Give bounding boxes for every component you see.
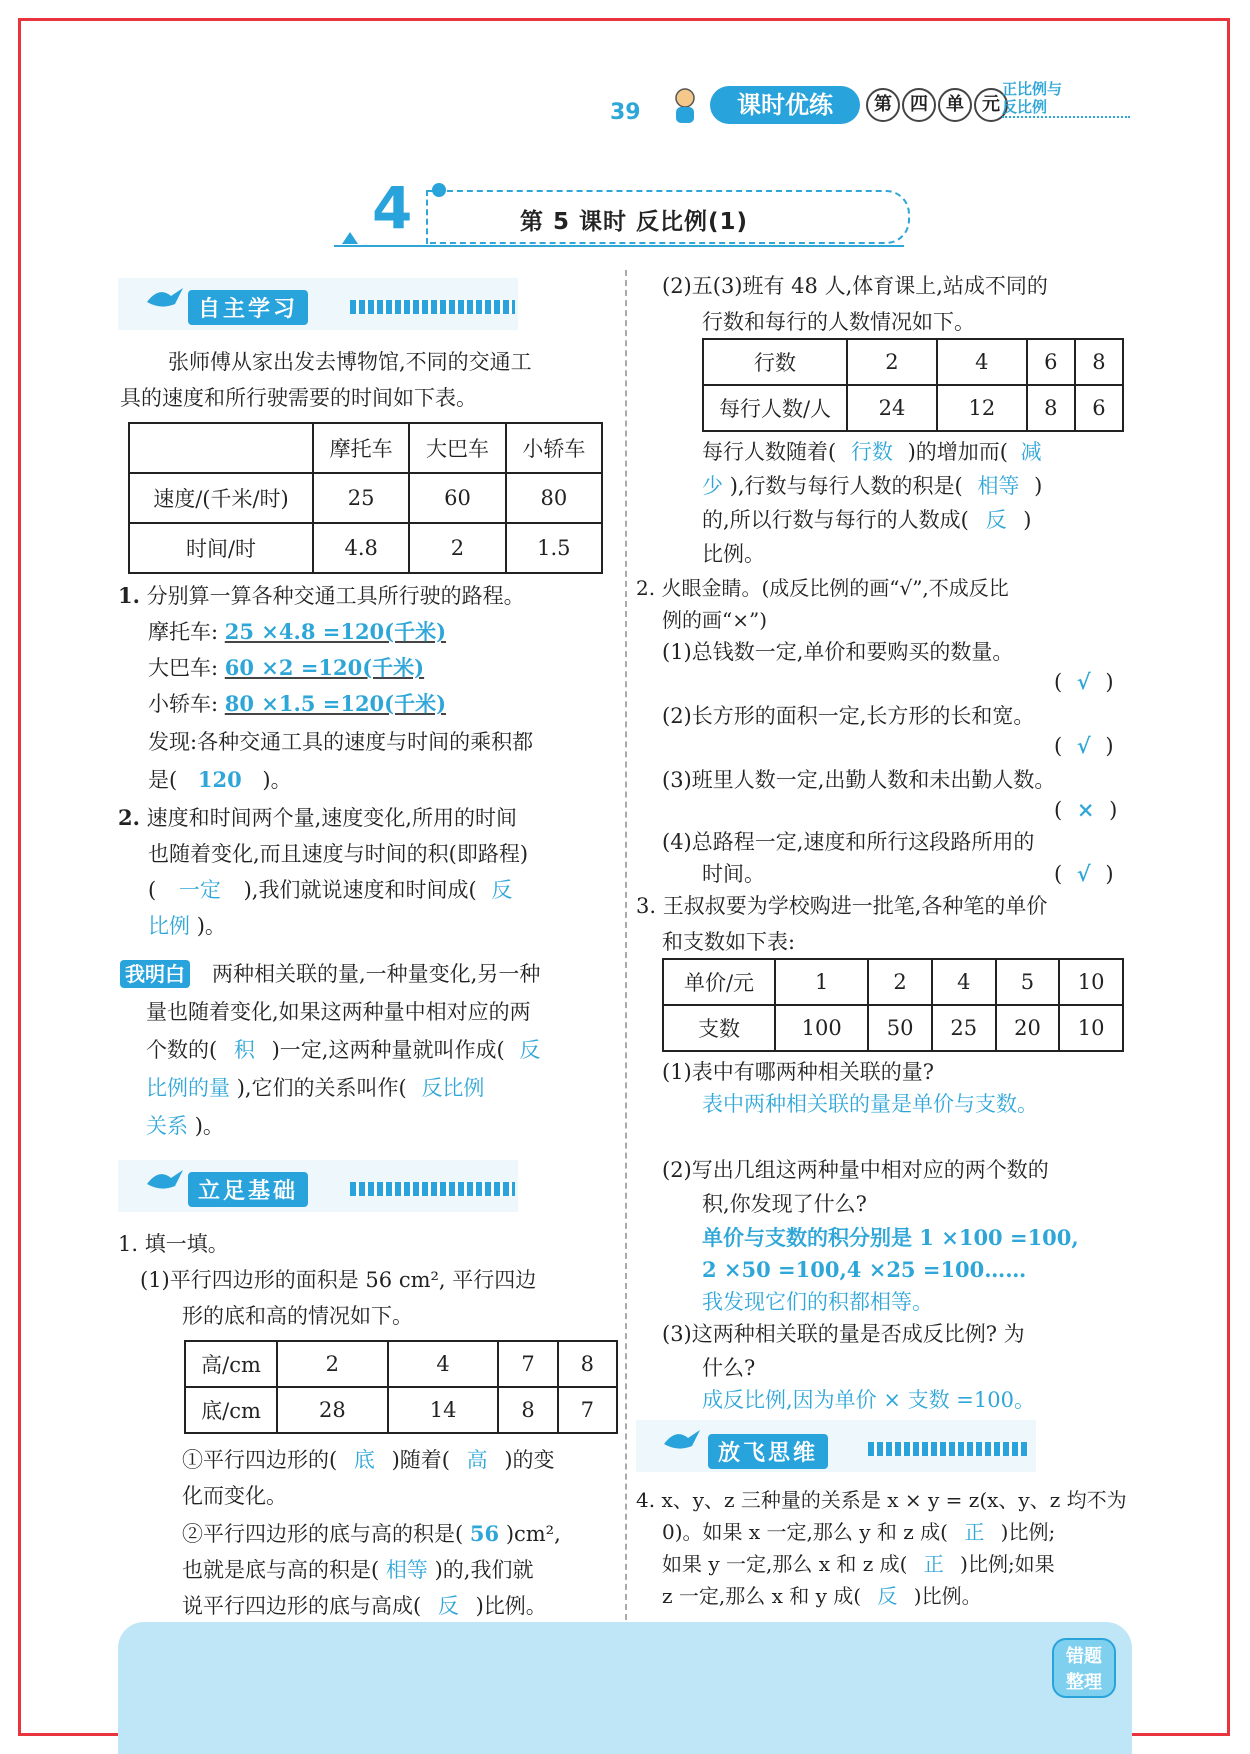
- table-cell: 2: [847, 339, 937, 385]
- header-divider: [1002, 116, 1130, 118]
- question-text: [182, 1444, 555, 1476]
- question-text: 形的底和高的情况如下。: [182, 1304, 413, 1328]
- question-text: 和支数如下表:: [662, 930, 796, 954]
- error-badge-line: 错题: [1066, 1646, 1102, 1667]
- understand-text: [146, 1072, 492, 1104]
- column-divider: [625, 270, 627, 1620]
- course-banner: 课时优练: [710, 86, 860, 124]
- answer-blank[interactable]: 80 ×1.5 =120(千米): [224, 691, 447, 716]
- table-cell: 8: [558, 1341, 617, 1387]
- section-bar: [868, 1442, 1028, 1456]
- answer-text: [702, 504, 1031, 536]
- answer-blank[interactable]: 正: [923, 1552, 944, 1576]
- table-cell: 20: [996, 1005, 1060, 1051]
- text: 0)。如果 x 一定,那么 y 和 z 成(: [662, 1520, 948, 1544]
- question-text: 什么?: [702, 1356, 756, 1380]
- table-cell: 28: [277, 1387, 388, 1433]
- answer-blank[interactable]: 反: [491, 878, 513, 902]
- bird-icon: [145, 284, 185, 310]
- intro-line: 张师傅从家出发去博物馆,不同的交通工: [168, 350, 532, 374]
- answer-blank[interactable]: 120: [197, 767, 242, 792]
- question-text: (1)表中有哪两种相关联的量?: [662, 1060, 935, 1084]
- bird-icon: [145, 1166, 185, 1192]
- question-text: [182, 1590, 547, 1622]
- table-cell: 底/cm: [185, 1387, 277, 1433]
- question-title: 1. 填一填。: [118, 1232, 229, 1256]
- parallelogram-table: [184, 1340, 618, 1434]
- table-cell: 时间/时: [129, 523, 313, 573]
- table-cell: 2: [277, 1341, 388, 1387]
- table-cell: 4.8: [313, 523, 409, 573]
- text: 的,所以行数与每行的人数成(: [702, 508, 969, 532]
- text: )。: [262, 768, 292, 792]
- answer-text[interactable]: 我发现它们的积都相等。: [702, 1290, 933, 1314]
- answer-label: 摩托车:: [148, 620, 219, 644]
- table-cell: 80: [506, 473, 602, 523]
- table-cell: 8: [498, 1387, 557, 1433]
- lesson-title: 第 5 课时 反比例(1): [520, 209, 749, 235]
- table-cell: 支数: [663, 1005, 775, 1051]
- page-number: 39: [610, 100, 641, 125]
- table-cell: 8: [1027, 385, 1075, 431]
- question-1: [118, 580, 525, 612]
- answer-text: [702, 470, 1042, 502]
- intro-line: 具的速度和所行驶需要的时间如下表。: [120, 386, 477, 410]
- answer-text: 比例。: [702, 542, 765, 566]
- section-title-foundation: 立足基础: [188, 1172, 308, 1207]
- question-text: 也随着变化,而且速度与时间的积(即路程): [148, 842, 529, 866]
- finding-line: [148, 764, 292, 796]
- question-number: 2.: [118, 805, 140, 830]
- question-2: [118, 802, 517, 834]
- question-text: (2)写出几组这两种量中相对应的两个数的: [662, 1158, 1049, 1182]
- lesson-underline: [334, 245, 904, 247]
- answer-text[interactable]: 成反比例,因为单价 × 支数 =100。: [702, 1388, 1035, 1412]
- text: 说平行四边形的底与高成(: [182, 1594, 422, 1618]
- judge-item: (4)总路程一定,速度和所行这段路所用的: [662, 830, 1035, 854]
- judge-answer: ( × ): [1054, 797, 1118, 822]
- answer-blank[interactable]: ×: [1076, 797, 1095, 822]
- answer-blank[interactable]: 反: [877, 1584, 898, 1608]
- answer-blank[interactable]: 行数: [850, 440, 893, 464]
- question-text: [662, 1516, 1055, 1548]
- unit-topic: [1002, 80, 1098, 116]
- table-cell: 2: [868, 959, 932, 1005]
- table-cell: 1: [775, 959, 868, 1005]
- text: 也就是底与高的积是(: [182, 1558, 380, 1582]
- text: )比例。: [913, 1584, 982, 1608]
- unit-topic-line2: 反比例: [1002, 98, 1048, 116]
- text: 如果 y 一定,那么 x 和 z 成(: [662, 1552, 908, 1576]
- answer-text[interactable]: 2 ×50 =100,4 ×25 =100……: [702, 1257, 1027, 1282]
- answer-line: [148, 616, 446, 648]
- error-badge-line: 整理: [1066, 1672, 1102, 1693]
- text: ),它们的关系叫作(: [236, 1076, 407, 1100]
- understand-badge: 我明白: [120, 960, 190, 988]
- judge-item: 时间。: [702, 862, 765, 886]
- table-cell: 50: [868, 1005, 932, 1051]
- table-cell: 6: [1027, 339, 1075, 385]
- table-cell: 24: [847, 385, 937, 431]
- question-number: 1.: [118, 583, 140, 608]
- table-header: 摩托车: [313, 423, 409, 473]
- unit-label: [866, 88, 1008, 122]
- judge-answer: ( √ ): [1054, 733, 1114, 758]
- table-cell: 12: [937, 385, 1027, 431]
- answer-text: [702, 436, 1048, 468]
- table-cell: [129, 423, 313, 473]
- answer-blank[interactable]: 正: [964, 1520, 985, 1544]
- question-text: [148, 874, 520, 906]
- notes-area[interactable]: [118, 1622, 1132, 1754]
- finding-line: 发现:各种交通工具的速度与时间的乘积都: [148, 730, 534, 754]
- answer-text[interactable]: 单价与支数的积分别是 1 ×100 =100,: [702, 1225, 1079, 1250]
- unit-topic-line1: 正比例与: [1002, 80, 1063, 98]
- answer-blank[interactable]: √: [1076, 669, 1091, 694]
- text: ),行数与每行人数的积是(: [729, 474, 963, 498]
- understand-text: [146, 1034, 548, 1066]
- section-title-thinking: 放飞思维: [708, 1434, 828, 1469]
- answer-blank[interactable]: 比例: [148, 914, 190, 938]
- text: )比例;: [1000, 1520, 1056, 1544]
- table-cell: 4: [937, 339, 1027, 385]
- answer-blank[interactable]: 60 ×2 =120(千米): [224, 655, 425, 680]
- section-bar: [350, 1182, 515, 1196]
- answer-blank[interactable]: 高: [466, 1448, 488, 1472]
- table-cell: 5: [996, 959, 1060, 1005]
- answer-line: [148, 688, 446, 720]
- question-4: 4. x、y、z 三种量的关系是 x × y = z(x、y、z 均不为: [636, 1488, 1127, 1512]
- table-cell: 8: [1075, 339, 1123, 385]
- judge-item: (2)长方形的面积一定,长方形的长和宽。: [662, 704, 1035, 728]
- text: (: [148, 878, 157, 902]
- understand-text: 量也随着变化,如果这两种量中相对应的两: [146, 1000, 531, 1024]
- question-text: (1)平行四边形的面积是 56 cm², 平行四边: [140, 1268, 537, 1292]
- judge-answer: ( √ ): [1054, 669, 1114, 694]
- text: ): [1023, 508, 1032, 532]
- text: )cm²,: [505, 1522, 561, 1546]
- vehicle-table: [128, 422, 603, 574]
- table-cell: 7: [498, 1341, 557, 1387]
- table-cell: 1.5: [506, 523, 602, 573]
- section-title-self-study: 自主学习: [188, 290, 308, 325]
- question-text: [182, 1518, 561, 1550]
- question-text: (2)五(3)班有 48 人,体育课上,站成不同的: [662, 274, 1048, 298]
- answer-blank[interactable]: 减: [1020, 440, 1042, 464]
- answer-blank[interactable]: 相等: [385, 1558, 428, 1582]
- table-cell: 14: [388, 1387, 499, 1433]
- answer-blank[interactable]: 积: [233, 1038, 255, 1062]
- table-cell: 100: [775, 1005, 868, 1051]
- table-header: 小轿车: [506, 423, 602, 473]
- answer-blank[interactable]: 少: [702, 474, 723, 498]
- table-cell: 10: [1059, 959, 1123, 1005]
- judge-answer: ( √ ): [1054, 861, 1114, 886]
- table-cell: 4: [932, 959, 996, 1005]
- unit-char: 第: [866, 88, 900, 122]
- table-cell: 60: [409, 473, 505, 523]
- answer-blank[interactable]: 反: [985, 508, 1007, 532]
- table-cell: 单价/元: [663, 959, 775, 1005]
- section-bar: [350, 300, 515, 314]
- text: ①平行四边形的(: [182, 1448, 338, 1472]
- error-review-badge: [1052, 1638, 1116, 1698]
- text: )的,我们就: [434, 1558, 534, 1582]
- answer-label: 大巴车:: [148, 656, 219, 680]
- pen-table: [662, 958, 1124, 1052]
- answer-blank[interactable]: √: [1076, 733, 1091, 758]
- table-cell: 7: [558, 1387, 617, 1433]
- judge-item: (1)总钱数一定,单价和要购买的数量。: [662, 640, 1014, 664]
- question-text: (3)这两种相关联的量是否成反比例? 为: [662, 1322, 1025, 1346]
- text: z 一定,那么 x 和 y 成(: [662, 1584, 862, 1608]
- unit-char: 四: [902, 88, 936, 122]
- answer-blank[interactable]: 底: [353, 1448, 375, 1472]
- triangle-icon: [342, 232, 358, 244]
- text: 个数的(: [146, 1038, 218, 1062]
- table-cell: 速度/(千米/时): [129, 473, 313, 523]
- lesson-number: 4: [372, 174, 413, 242]
- question-text: [182, 1554, 533, 1586]
- text: )。: [196, 914, 226, 938]
- table-cell: 2: [409, 523, 505, 573]
- answer-blank[interactable]: 56: [469, 1521, 500, 1546]
- bird-icon: [662, 1426, 702, 1452]
- answer-blank[interactable]: 比例的量: [146, 1076, 230, 1100]
- unit-char: 元: [974, 88, 1008, 122]
- answer-text[interactable]: 表中两种相关联的量是单价与支数。: [702, 1092, 1038, 1116]
- answer-blank[interactable]: 反比例: [421, 1076, 485, 1100]
- question-text: 化而变化。: [182, 1484, 287, 1508]
- text: )一定,这两种量就叫作成(: [271, 1038, 505, 1062]
- text: ),我们就说速度和时间成(: [243, 878, 477, 902]
- question-text: [662, 1548, 1055, 1580]
- judge-item: (3)班里人数一定,出勤人数和未出勤人数。: [662, 768, 1056, 792]
- question-2-title: 2. 火眼金睛。(成反比例的画“√”,不成反比: [636, 576, 1009, 600]
- answer-blank[interactable]: 关系: [146, 1114, 188, 1138]
- answer-blank[interactable]: 相等: [977, 474, 1020, 498]
- text: )。: [194, 1114, 224, 1138]
- table-cell: 25: [932, 1005, 996, 1051]
- text: ): [1034, 474, 1043, 498]
- text: 是(: [148, 768, 178, 792]
- answer-blank[interactable]: 一定: [178, 878, 221, 902]
- text: )的增加而(: [907, 440, 1008, 464]
- question-text: [662, 1580, 982, 1612]
- table-header: 大巴车: [409, 423, 505, 473]
- question-text: 例的画“×”): [662, 608, 768, 632]
- answer-blank[interactable]: 反: [519, 1038, 541, 1062]
- unit-char: 单: [938, 88, 972, 122]
- question-text: 速度和时间两个量,速度变化,所用的时间: [146, 806, 517, 830]
- text: )比例;如果: [960, 1552, 1055, 1576]
- text: )的变: [504, 1448, 555, 1472]
- question-3-title: 3. 王叔叔要为学校购进一批笔,各种笔的单价: [636, 894, 1048, 918]
- text: ②平行四边形的底与高的积是(: [182, 1522, 464, 1546]
- question-text: 积,你发现了什么?: [702, 1192, 867, 1216]
- text: 每行人数随着(: [702, 440, 837, 464]
- understand-text: 两种相关联的量,一种量变化,另一种: [212, 962, 541, 986]
- answer-line: [148, 652, 424, 684]
- answer-blank[interactable]: 反: [437, 1594, 459, 1618]
- table-cell: 4: [388, 1341, 499, 1387]
- answer-blank[interactable]: 25 ×4.8 =120(千米): [224, 619, 447, 644]
- question-text: [148, 910, 226, 942]
- understand-text: [146, 1110, 224, 1142]
- text: )随着(: [391, 1448, 450, 1472]
- table-cell: 6: [1075, 385, 1123, 431]
- table-cell: 行数: [703, 339, 847, 385]
- mascot-icon: [668, 86, 702, 126]
- rows-table: [702, 338, 1124, 432]
- answer-blank[interactable]: √: [1076, 861, 1091, 886]
- table-cell: 每行人数/人: [703, 385, 847, 431]
- question-stem: 分别算一算各种交通工具所行驶的路程。: [146, 584, 525, 608]
- text: )比例。: [475, 1594, 547, 1618]
- answer-label: 小轿车:: [148, 692, 219, 716]
- table-cell: 高/cm: [185, 1341, 277, 1387]
- question-text: 行数和每行的人数情况如下。: [702, 310, 975, 334]
- table-cell: 10: [1059, 1005, 1123, 1051]
- table-cell: 25: [313, 473, 409, 523]
